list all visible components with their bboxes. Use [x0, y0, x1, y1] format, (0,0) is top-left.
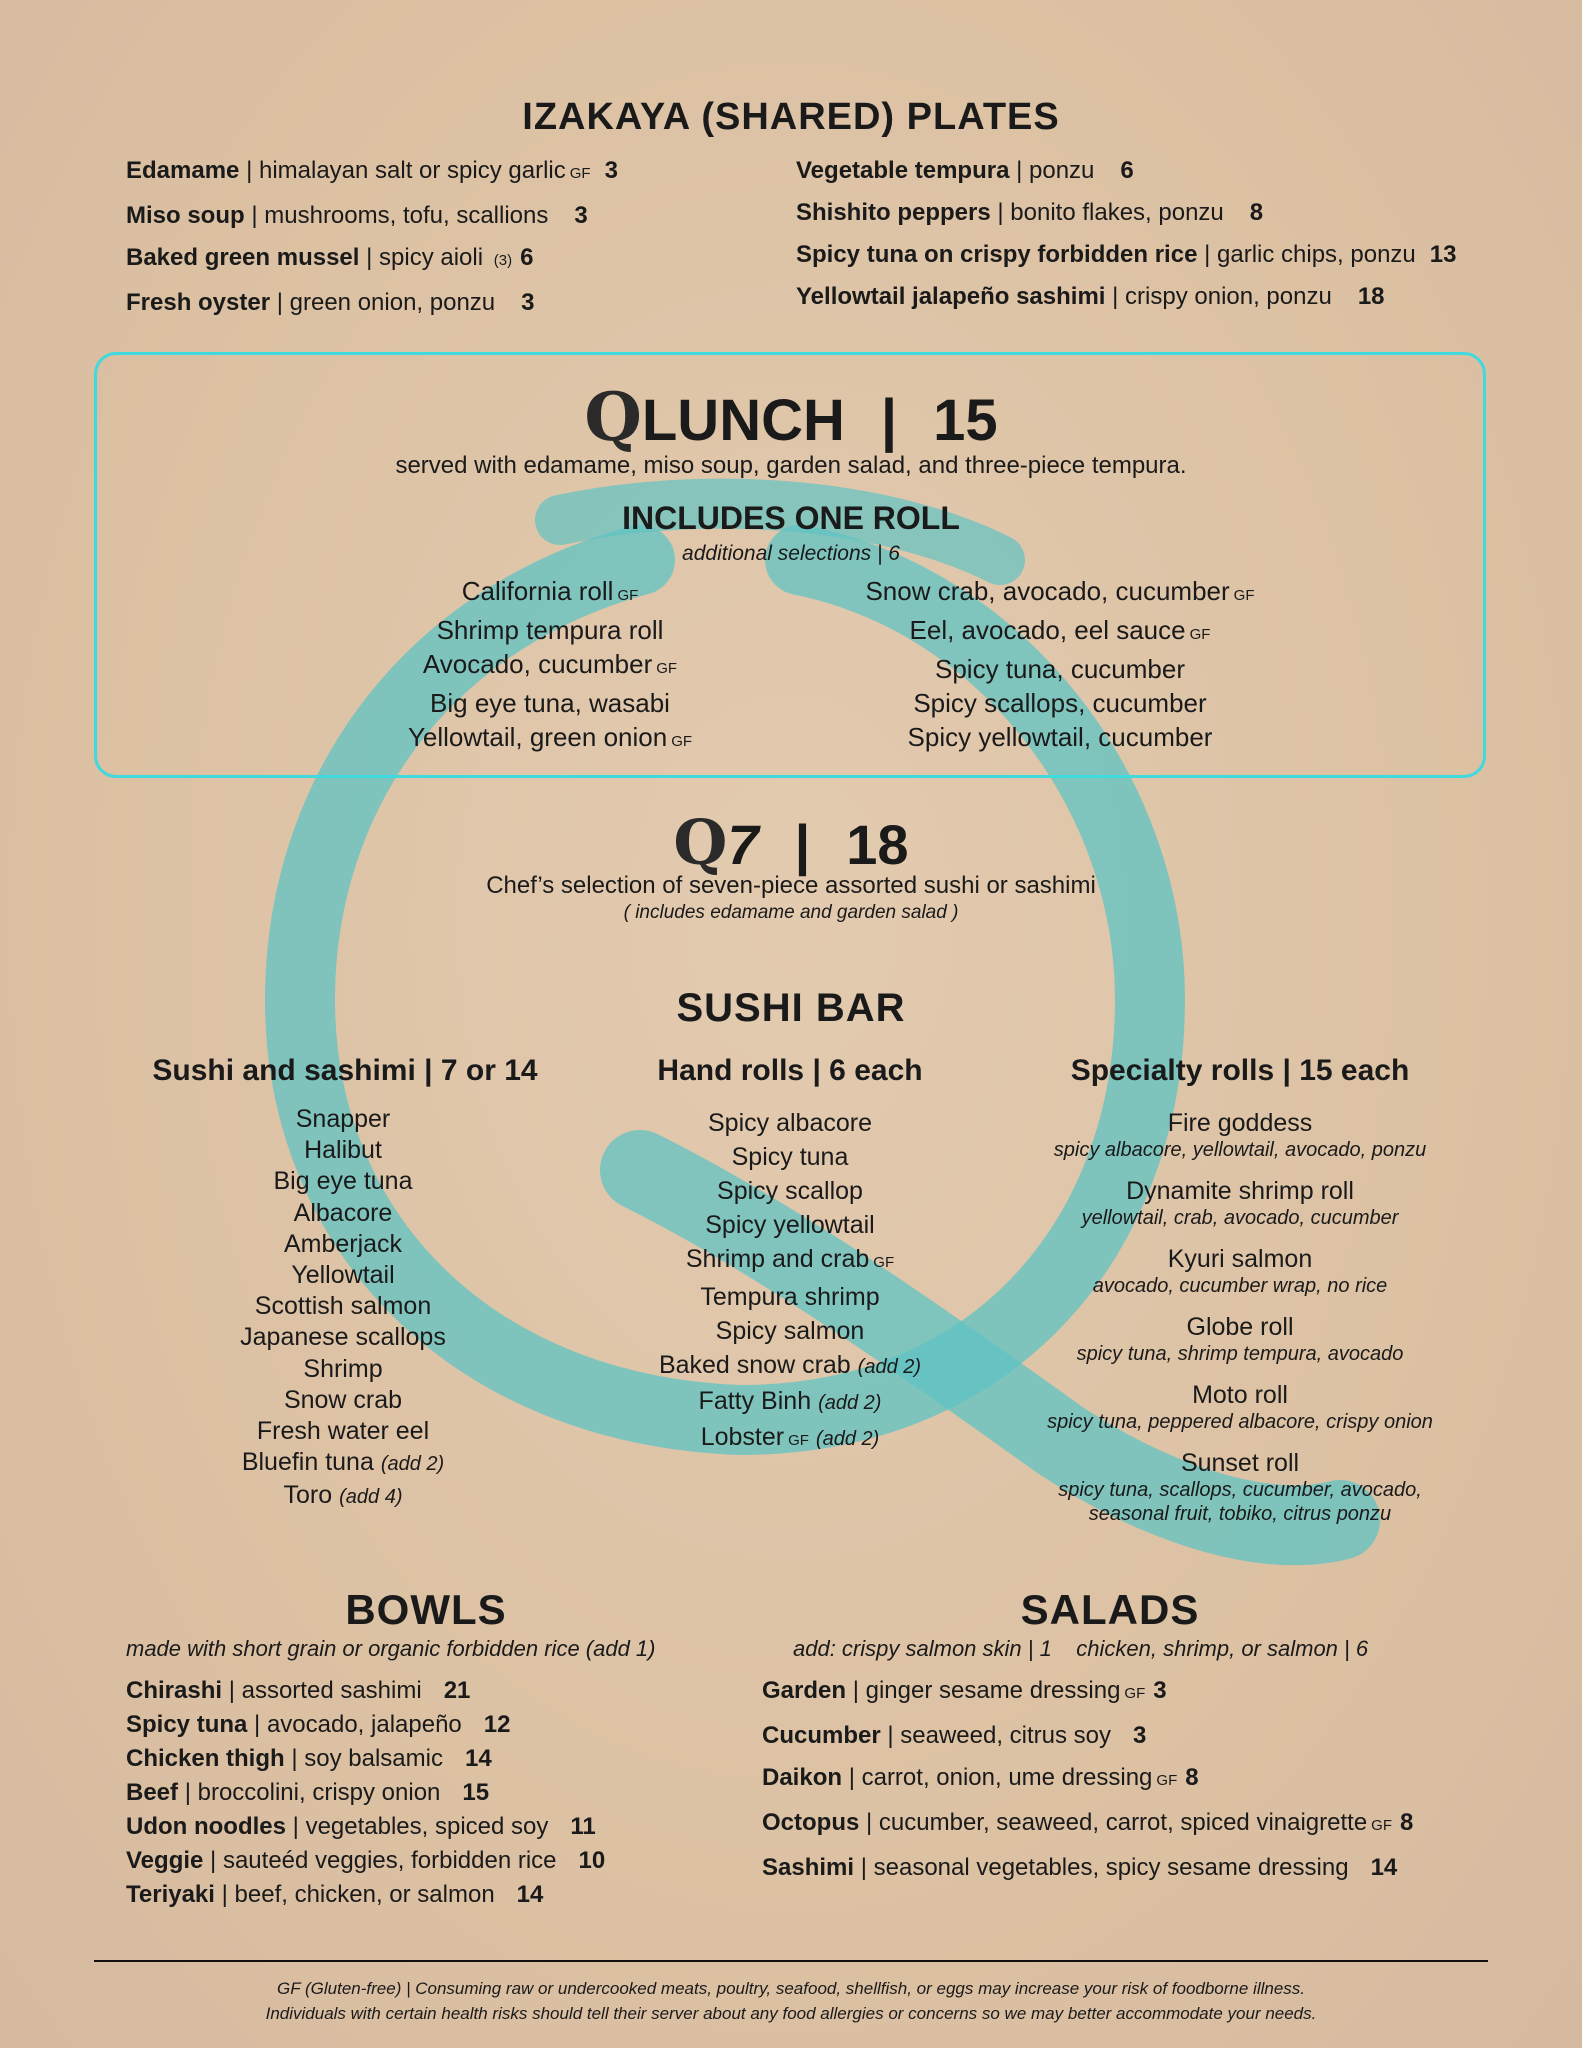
list-item: Spicy scallops, cucumber: [913, 688, 1207, 718]
item-name: Miso soup: [126, 202, 245, 229]
list-item: Spicy albacore: [708, 1109, 872, 1137]
footer-line-2: Individuals with certain health risks should tell their server about any food allergies or concerns so we may better accommodate your needs.: [265, 2004, 1317, 2023]
q-logo-icon: Q: [673, 806, 728, 879]
list-item: Spicy tuna, cucumber: [934, 654, 1185, 684]
gf-tag: GF: [569, 165, 591, 182]
salads-list: [762, 1670, 1413, 1889]
bowls-subtitle: made with short grain or organic forbidden rice (add 1): [126, 1636, 656, 1661]
lunch-description: served with edamame, miso soup, garden salad, and three-piece tempura.: [395, 452, 1187, 479]
list-item: Bluefin tuna (add 2): [241, 1448, 445, 1477]
quantity-tag: (3): [493, 252, 513, 269]
includes-title: INCLUDES ONE ROLL: [622, 500, 960, 536]
item-price: 8: [1249, 199, 1264, 226]
item-name: Vegetable tempura: [796, 157, 1010, 184]
list-item: Yellowtail: [291, 1261, 395, 1290]
menu-item: Shishito peppers | bonito flakes, ponzu 8: [796, 199, 1264, 226]
sushi-list: [143, 1104, 543, 1514]
menu-item: Cucumber | seaweed, citrus soy 3: [762, 1722, 1147, 1749]
q7-heading: Q7 | 18: [673, 806, 909, 879]
item-price: 3: [604, 157, 618, 184]
gf-tag: GF: [1156, 1772, 1178, 1789]
list-item: Shrimp: [303, 1354, 383, 1383]
list-item: Lobster GF (add 2): [700, 1423, 880, 1451]
q-logo-icon: Q: [584, 378, 642, 456]
list-item: Snow crab: [283, 1385, 403, 1414]
list-item: Dynamite shrimp roll yellowtail, crab, avocado, cucumber: [1081, 1177, 1399, 1229]
list-item: Spicy yellowtail, cucumber: [907, 722, 1213, 752]
item-price: 3: [521, 289, 535, 316]
menu-item: Garden | ginger sesame dressing GF 3: [762, 1677, 1167, 1704]
menu-item: Spicy tuna on crispy forbidden rice | garlic chips, ponzu 13: [796, 241, 1457, 268]
list-item: Moto roll spicy tuna, peppered albacore, crispy onion: [1047, 1381, 1433, 1433]
hand-rolls-list: [590, 1106, 990, 1458]
list-item: Snow crab, avocado, cucumber GF: [865, 576, 1255, 606]
additional-selections: additional selections | 6: [682, 542, 900, 565]
item-desc: garlic chips, ponzu: [1217, 241, 1416, 268]
q7-title: 7: [727, 813, 759, 876]
bowls-list: [126, 1674, 605, 1912]
item-desc: ponzu: [1029, 157, 1095, 184]
sushi-bar-title: SUSHI BAR: [676, 986, 906, 1030]
lunch-price: 15: [933, 388, 998, 453]
item-price: 13: [1429, 241, 1457, 268]
sushi-heading: Sushi and sashimi | 7 or 14: [152, 1054, 538, 1087]
list-item: Sunset roll spicy tuna, scallops, cucumber, avocado, seasonal fruit, tobiko, citrus ponzu: [1058, 1449, 1422, 1525]
footer-line-1: GF (Gluten-free) | Consuming raw or undercooked meats, poultry, seafood, shellfish, or eggs may increase your risk of foodborne illness.: [276, 1979, 1306, 1998]
list-item: Toro (add 4): [283, 1481, 403, 1510]
item-desc: mushrooms, tofu, scallions: [264, 202, 549, 229]
list-item: Tempura shrimp: [700, 1283, 880, 1311]
menu-item: Edamame | himalayan salt or spicy garlic GF 3: [126, 157, 618, 184]
gf-tag: GF: [617, 587, 639, 604]
menu-item: Baked green mussel | spicy aioli (3) 6: [126, 244, 534, 271]
lunch-rolls-right: [820, 574, 1300, 754]
izakaya-title: IZAKAYA (SHARED) PLATES: [522, 96, 1060, 138]
list-item: Avocado, cucumber GF: [422, 649, 678, 679]
salads-subtitle: add: crispy salmon skin | 1 chicken, shrimp, or salmon | 6: [793, 1636, 1369, 1661]
item-price: 3: [574, 202, 588, 229]
item-price: 6: [520, 244, 534, 271]
menu-item: Sashimi | seasonal vegetables, spicy sesame dressing 14: [762, 1854, 1398, 1881]
gf-tag: GF: [1233, 587, 1255, 604]
list-item: Kyuri salmon avocado, cucumber wrap, no rice: [1092, 1245, 1388, 1297]
menu-item: Octopus | cucumber, seaweed, carrot, spiced vinaigrette GF 8: [762, 1809, 1414, 1836]
list-item: Yellowtail, green onion GF: [407, 722, 693, 752]
list-item: Snapper: [295, 1105, 391, 1133]
menu-item: Yellowtail jalapeño sashimi | crispy onion, ponzu 18: [796, 283, 1385, 310]
list-item: Spicy salmon: [715, 1317, 865, 1345]
item-price: 18: [1357, 283, 1385, 310]
gf-tag: GF: [1124, 1685, 1146, 1702]
item-name: Spicy tuna on crispy forbidden rice: [796, 241, 1198, 268]
list-item: Scottish salmon: [254, 1292, 432, 1321]
menu-item: Miso soup | mushrooms, tofu, scallions 3: [126, 202, 588, 229]
izakaya-right-list: [796, 150, 1456, 318]
list-item: Shrimp and crab GF: [685, 1245, 895, 1273]
gf-tag: GF: [1189, 626, 1211, 643]
item-desc: bonito flakes, ponzu: [1010, 199, 1224, 226]
gf-tag: GF: [873, 1254, 895, 1271]
list-item: Spicy yellowtail: [705, 1211, 875, 1239]
item-name: Yellowtail jalapeño sashimi: [796, 283, 1106, 310]
item-desc: green onion, ponzu: [289, 289, 496, 316]
list-item: Big eye tuna, wasabi: [430, 688, 670, 718]
item-desc: spicy aioli: [379, 244, 484, 271]
gf-tag: GF: [656, 660, 678, 677]
menu-item: Spicy tuna | avocado, jalapeño 12: [126, 1711, 511, 1738]
specialty-list: [1000, 1108, 1480, 1526]
list-item: Eel, avocado, eel sauce GF: [909, 615, 1211, 645]
item-name: Baked green mussel: [126, 244, 360, 271]
izakaya-left-list: [126, 150, 618, 324]
gf-tag: GF: [671, 733, 693, 750]
list-item: Fire goddess spicy albacore, yellowtail, avocado, ponzu: [1053, 1109, 1427, 1161]
list-item: Baked snow crab (add 2): [658, 1351, 922, 1379]
q7-note: ( includes edamame and garden salad ): [623, 902, 959, 923]
list-item: Japanese scallops: [240, 1323, 446, 1352]
lunch-rolls-left: [300, 574, 800, 759]
menu-item: Beef | broccolini, crispy onion 15: [126, 1779, 490, 1806]
menu-item: Chirashi | assorted sashimi 21: [126, 1677, 471, 1704]
menu-item: Chicken thigh | soy balsamic 14: [126, 1745, 492, 1772]
q7-price: 18: [846, 813, 909, 876]
hand-rolls-heading: Hand rolls | 6 each: [657, 1054, 923, 1087]
q7-description: Chef’s selection of seven-piece assorted sushi or sashimi: [486, 872, 1096, 899]
menu-item: Teriyaki | beef, chicken, or salmon 14: [126, 1881, 544, 1908]
list-item: Globe roll spicy tuna, shrimp tempura, avocado: [1076, 1313, 1404, 1365]
item-price: 6: [1120, 157, 1134, 184]
menu-item: Fresh oyster | green onion, ponzu 3: [126, 289, 535, 316]
gf-tag: GF: [1371, 1817, 1393, 1834]
list-item: Albacore: [293, 1198, 393, 1227]
footer-divider: [94, 1960, 1488, 1962]
gf-tag: GF: [788, 1432, 809, 1449]
list-item: Spicy scallop: [717, 1177, 863, 1205]
salads-title: SALADS: [1020, 1586, 1200, 1633]
specialty-heading: Specialty rolls | 15 each: [1070, 1054, 1410, 1087]
list-item: Fresh water eel: [256, 1417, 430, 1446]
list-item: Halibut: [304, 1136, 382, 1165]
bowls-title: BOWLS: [345, 1586, 507, 1633]
list-item: Big eye tuna: [273, 1167, 413, 1196]
list-item: Spicy tuna: [731, 1143, 849, 1171]
item-desc: crispy onion, ponzu: [1125, 283, 1332, 310]
lunch-heading: QLUNCH | 15: [584, 378, 998, 456]
menu-item: Veggie | sauteéd veggies, forbidden rice 10: [126, 1847, 606, 1874]
menu-item: Udon noodles | vegetables, spiced soy 11: [126, 1813, 596, 1840]
list-item: California roll GF: [461, 576, 639, 606]
item-desc: himalayan salt or spicy garlic: [258, 157, 566, 184]
list-item: Shrimp tempura roll: [436, 615, 664, 645]
item-name: Fresh oyster: [126, 289, 271, 316]
menu-item: Vegetable tempura | ponzu 6: [796, 157, 1134, 184]
list-item: Amberjack: [283, 1229, 403, 1258]
item-name: Shishito peppers: [796, 199, 991, 226]
lunch-title: LUNCH: [641, 388, 845, 453]
list-item: Fatty Binh (add 2): [698, 1387, 882, 1415]
item-name: Edamame: [126, 157, 240, 184]
menu-item: Daikon | carrot, onion, ume dressing GF 8: [762, 1764, 1199, 1791]
